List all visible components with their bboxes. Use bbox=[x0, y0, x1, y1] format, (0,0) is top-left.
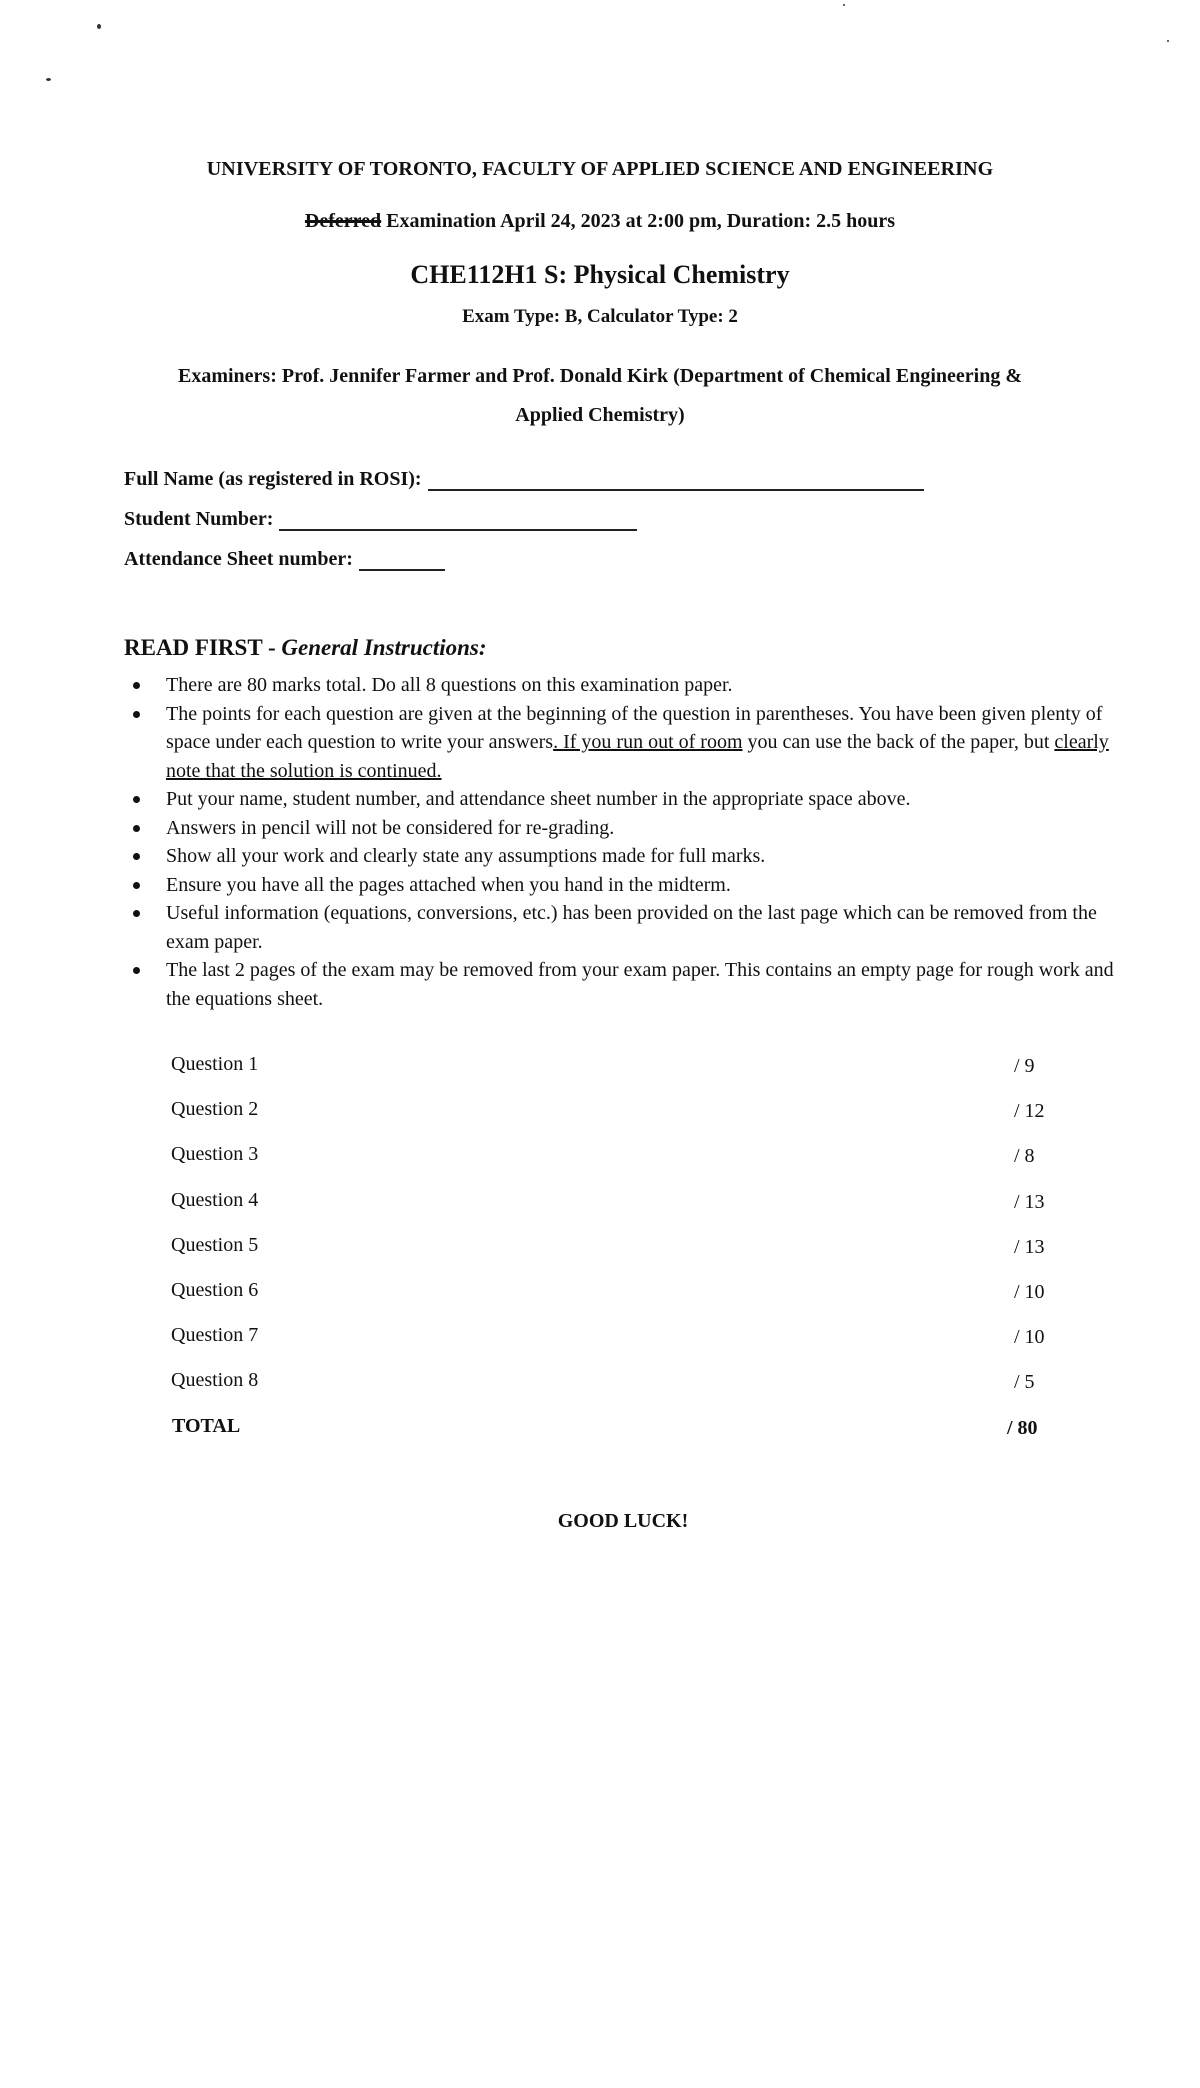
list-item bbox=[124, 871, 1114, 900]
instruction-text: Useful information (equations, conversions, etc.) has been provided on the last page which can be removed from the exam paper. bbox=[166, 902, 1097, 953]
bullet-icon bbox=[133, 825, 140, 832]
course-title: CHE112H1 S: Physical Chemistry bbox=[410, 260, 790, 289]
attendance-label: Attendance Sheet number: bbox=[124, 548, 353, 570]
question-label: Question 2 bbox=[171, 1098, 259, 1121]
total-label: TOTAL bbox=[172, 1414, 241, 1437]
exam-type: Exam Type: B, Calculator Type: 2 bbox=[462, 306, 738, 327]
bullet-icon bbox=[133, 711, 140, 718]
question-marks: / 12 bbox=[1014, 1100, 1045, 1123]
student-number-blank[interactable] bbox=[279, 509, 637, 531]
exam-date-line bbox=[0, 210, 1200, 233]
question-label: Question 7 bbox=[171, 1324, 259, 1347]
examiners-line-1: Examiners: Prof. Jennifer Farmer and Prof. Donald Kirk (Department of Chemical Engineering & bbox=[178, 365, 1022, 387]
list-item bbox=[124, 671, 1114, 700]
bullet-icon bbox=[133, 796, 140, 803]
instructions-heading-italic: General Instructions: bbox=[281, 635, 487, 660]
struck-deferred-word: Deferred bbox=[304, 210, 382, 232]
institution-heading: UNIVERSITY OF TORONTO, FACULTY OF APPLIED SCIENCE AND ENGINEERING bbox=[206, 158, 994, 180]
question-marks: / 5 bbox=[1014, 1371, 1035, 1394]
scan-speck bbox=[97, 24, 101, 29]
instruction-text: There are 80 marks total. Do all 8 questions on this examination paper. bbox=[166, 674, 733, 696]
instructions-heading bbox=[124, 635, 487, 661]
table-row bbox=[171, 1053, 1051, 1098]
instruction-text: Answers in pencil will not be considered for re-grading. bbox=[166, 816, 615, 839]
instruction-text: Put your name, student number, and attendance sheet number in the appropriate space above. bbox=[166, 788, 911, 810]
full-name-label: Full Name (as registered in ROSI): bbox=[124, 468, 422, 490]
instruction-text: The last 2 pages of the exam may be removed from your exam paper. This contains an empty page for rough work and the equations sheet. bbox=[166, 959, 1114, 1010]
instructions-heading-text: READ FIRST - bbox=[124, 635, 282, 660]
full-name-blank[interactable] bbox=[428, 469, 924, 491]
student-number-label: Student Number: bbox=[124, 508, 274, 530]
attendance-blank[interactable] bbox=[359, 549, 445, 571]
list-item bbox=[124, 814, 1114, 843]
underlined-text: clearly note that the solution is continued. bbox=[166, 731, 1109, 782]
instruction-text: Ensure you have all the pages attached when you hand in the midterm. bbox=[166, 873, 731, 896]
question-label: Question 5 bbox=[171, 1233, 259, 1256]
question-label: Question 8 bbox=[171, 1369, 259, 1392]
student-number-field bbox=[124, 508, 637, 531]
marks-table bbox=[171, 1053, 1051, 1460]
bullet-icon bbox=[133, 967, 140, 974]
underlined-text: . If you run out of room bbox=[553, 731, 743, 753]
full-name-field bbox=[124, 468, 924, 491]
bullet-icon bbox=[133, 910, 140, 917]
attendance-field bbox=[124, 548, 445, 571]
good-luck-text: GOOD LUCK! bbox=[557, 1510, 689, 1532]
instruction-list bbox=[124, 671, 1114, 1013]
total-row bbox=[171, 1415, 1051, 1460]
scan-speck bbox=[46, 78, 51, 81]
table-row bbox=[171, 1098, 1051, 1143]
instruction-text: The points for each question are given at the beginning of the question in parentheses. You have been given plenty of space under each question to write your answers bbox=[166, 702, 1103, 753]
table-row bbox=[171, 1143, 1051, 1188]
exam-date-text: Examination April 24, 2023 at 2:00 pm, Duration: 2.5 hours bbox=[381, 210, 896, 232]
scan-speck bbox=[843, 4, 845, 6]
table-row bbox=[171, 1279, 1051, 1324]
table-row bbox=[171, 1324, 1051, 1369]
bullet-icon bbox=[133, 882, 140, 889]
list-item bbox=[124, 842, 1114, 871]
question-label: Question 6 bbox=[171, 1278, 259, 1301]
total-marks: / 80 bbox=[1007, 1416, 1038, 1439]
question-marks: / 10 bbox=[1014, 1280, 1045, 1303]
question-marks: / 9 bbox=[1014, 1055, 1035, 1077]
instruction-text: Show all your work and clearly state any assumptions made for full marks. bbox=[166, 845, 766, 867]
list-item bbox=[124, 899, 1114, 956]
question-label: Question 1 bbox=[171, 1053, 259, 1075]
question-marks: / 10 bbox=[1014, 1326, 1045, 1349]
bullet-icon bbox=[133, 853, 140, 860]
question-label: Question 4 bbox=[171, 1188, 259, 1211]
table-row bbox=[171, 1369, 1051, 1414]
instruction-text: you can use the back of the paper, but bbox=[742, 731, 1055, 753]
question-marks: / 13 bbox=[1014, 1190, 1045, 1213]
examiners-line-2: Applied Chemistry) bbox=[515, 404, 685, 426]
question-label: Question 3 bbox=[171, 1143, 259, 1166]
question-marks: / 13 bbox=[1014, 1235, 1045, 1258]
scan-speck bbox=[1167, 40, 1169, 42]
list-item bbox=[124, 956, 1114, 1013]
examiners bbox=[0, 357, 1200, 435]
bullet-icon bbox=[133, 682, 140, 689]
table-row bbox=[171, 1189, 1051, 1234]
table-row bbox=[171, 1234, 1051, 1279]
list-item bbox=[124, 700, 1114, 786]
question-marks: / 8 bbox=[1014, 1145, 1035, 1168]
list-item bbox=[124, 785, 1114, 814]
